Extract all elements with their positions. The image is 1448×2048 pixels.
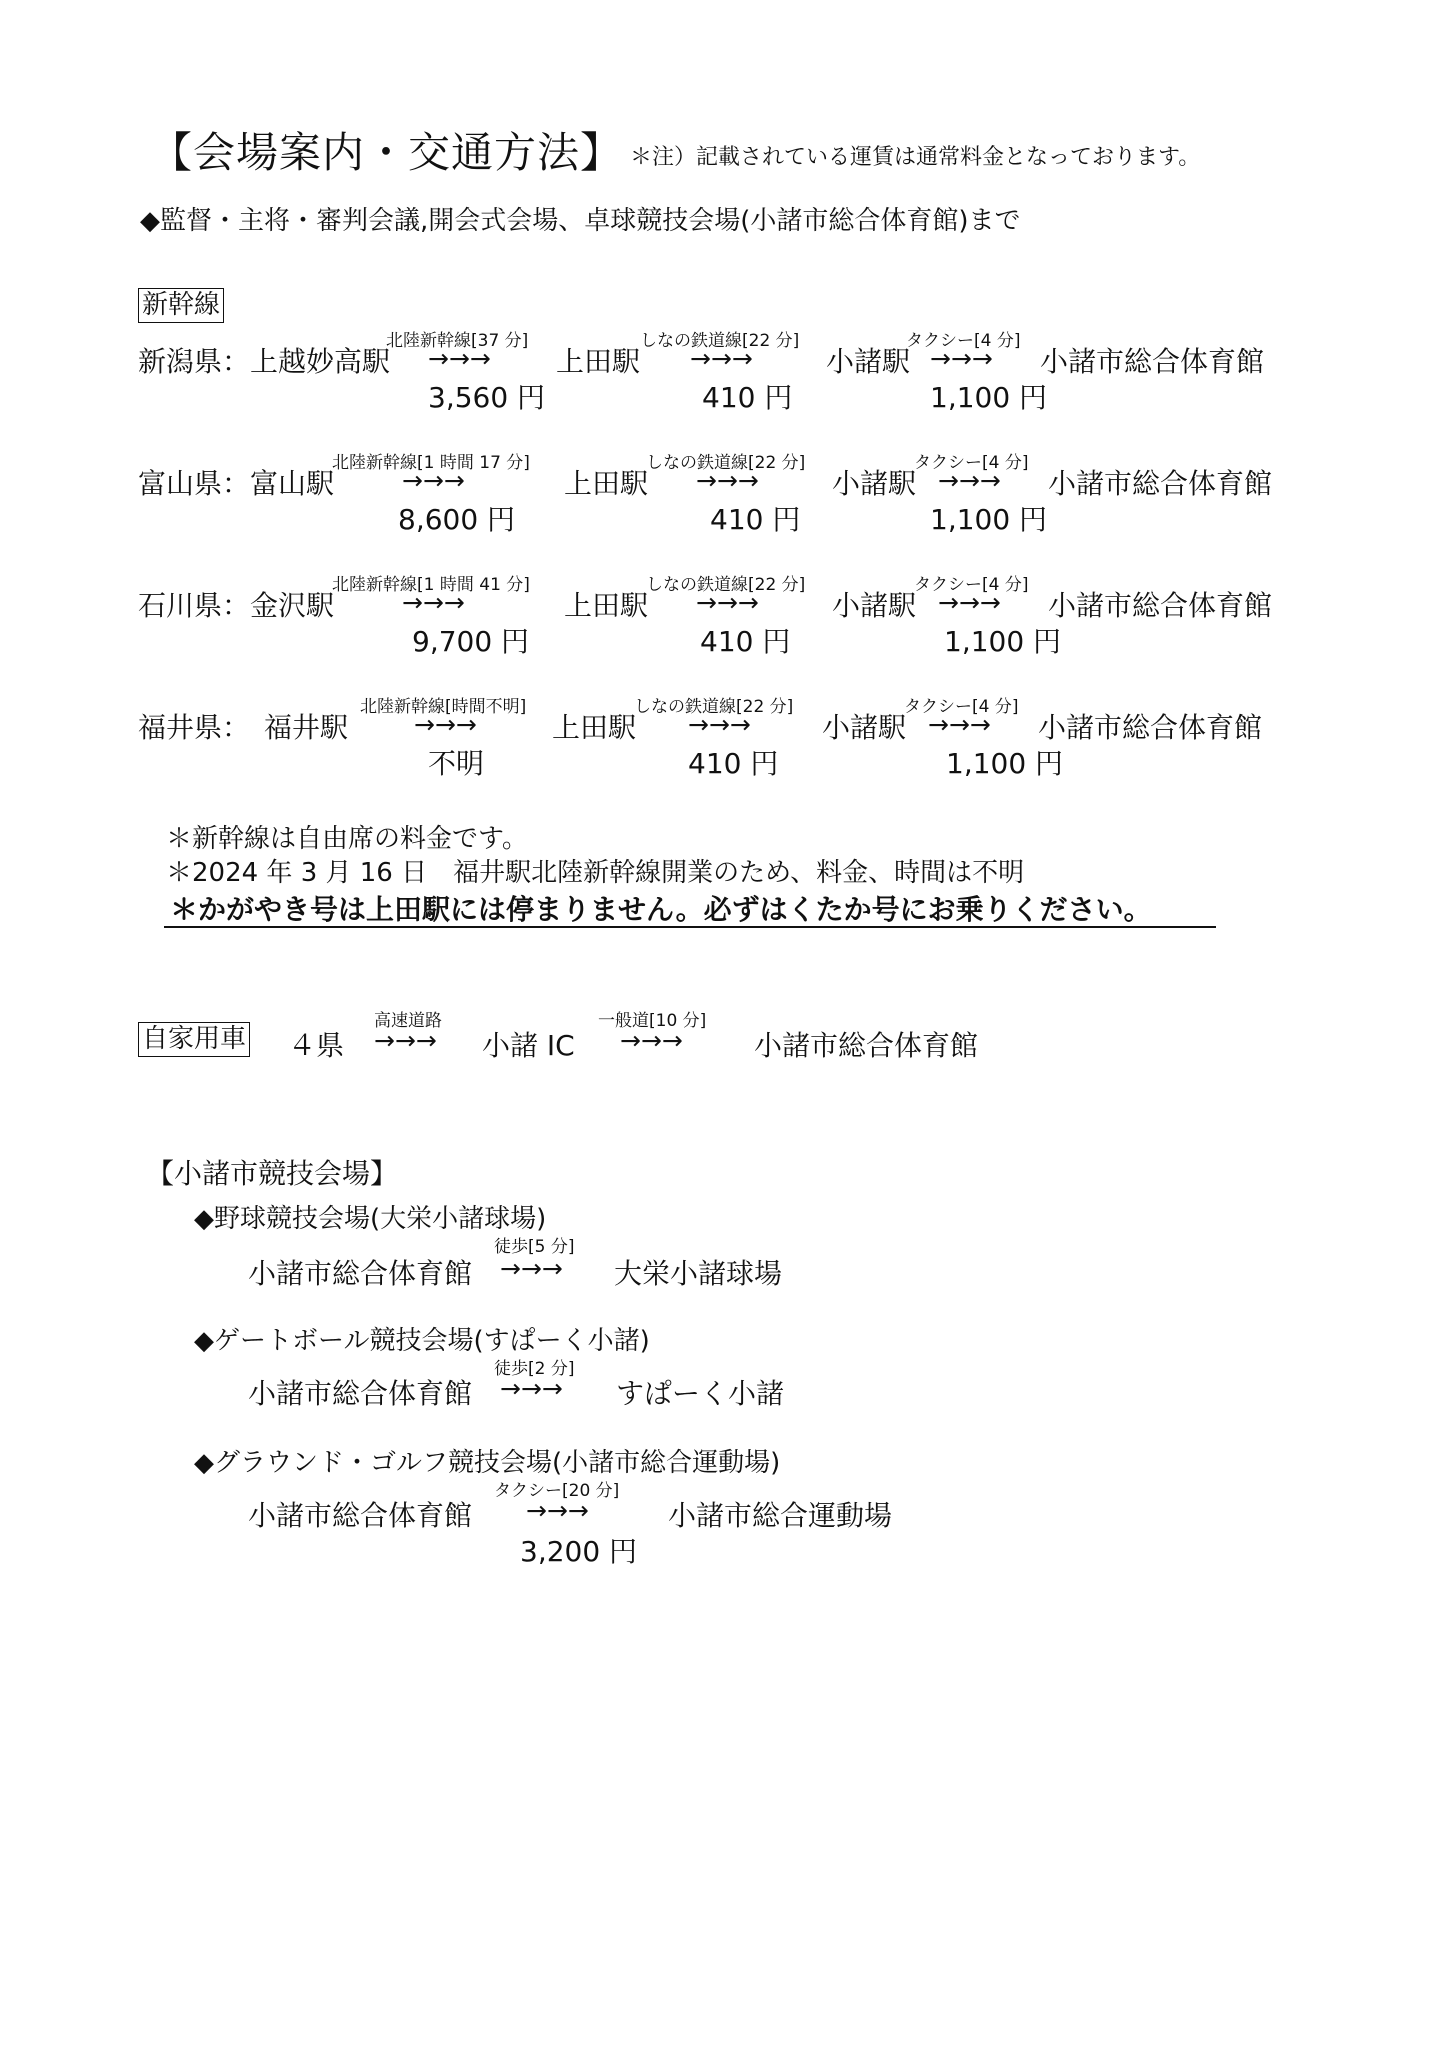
leg2-line: しなの鉄道線[22 分] [634,697,794,717]
note-jiyuseki: ＊新幹線は自由席の料金です。 [166,824,528,854]
leg3-fare: 1,100 円 [944,625,1062,658]
route-stop1: 上田駅 [564,467,649,500]
route-origin: 新潟県：上越妙高駅 [138,345,391,378]
leg1-line: 北陸新幹線[1 時間 41 分] [332,575,530,595]
leg1-arrow: →→→ [402,588,465,617]
leg2-arrow: →→→ [696,588,759,617]
leg1-arrow: →→→ [428,344,491,373]
route-stop2: 小諸駅 [826,345,911,378]
leg2-fare: 410 円 [702,381,793,414]
warning-underline [164,926,1216,928]
venue-title: ◆野球競技会場(大栄小諸球場) [194,1204,547,1234]
leg3-line: タクシー[4 分] [914,575,1029,595]
route-origin: 福井県： 福井駅 [138,711,349,744]
leg1-line: 北陸新幹線[1 時間 17 分] [332,453,530,473]
car-leg2: 一般道[10 分] [598,1011,707,1031]
venue-title: ◆ゲートボール競技会場(すぱーく小諸) [194,1326,650,1356]
route-destination: 小諸市総合体育館 [1040,345,1265,378]
car-leg1-arrow: →→→ [374,1026,437,1055]
leg2-fare: 410 円 [710,503,801,536]
route-origin: 石川県：金沢駅 [138,589,335,622]
leg3-arrow: →→→ [928,710,991,739]
route-stop2: 小諸駅 [832,589,917,622]
leg2-arrow: →→→ [688,710,751,739]
leg3-fare: 1,100 円 [930,381,1048,414]
leg3-arrow: →→→ [938,466,1001,495]
leg2-line: しなの鉄道線[22 分] [640,331,800,351]
route-destination: 小諸市総合体育館 [1048,467,1273,500]
route-stop1: 上田駅 [564,589,649,622]
car-label: 自家用車 [138,1022,250,1057]
venue-from: 小諸市総合体育館 [248,1499,473,1532]
leg1-line: 北陸新幹線[37 分] [386,331,529,351]
car-leg1: 高速道路 [374,1011,442,1031]
leg1-line: 北陸新幹線[時間不明] [360,697,527,717]
venue-mode: タクシー[20 分] [494,1481,620,1501]
car-leg2-arrow: →→→ [620,1026,683,1055]
route-stop2: 小諸駅 [822,711,907,744]
venue-fare: 3,200 円 [520,1535,638,1568]
venue-arrow: →→→ [500,1374,563,1403]
leg1-arrow: →→→ [402,466,465,495]
leg1-fare: 3,560 円 [428,381,546,414]
leg3-arrow: →→→ [930,344,993,373]
route-stop2: 小諸駅 [832,467,917,500]
car-origin: ４県 [288,1029,345,1062]
leg2-line: しなの鉄道線[22 分] [646,453,806,473]
car-destination: 小諸市総合体育館 [754,1029,979,1062]
venue-from: 小諸市総合体育館 [248,1257,473,1290]
leg2-arrow: →→→ [690,344,753,373]
leg2-fare: 410 円 [688,747,779,780]
leg1-fare: 9,700 円 [412,625,530,658]
route-stop1: 上田駅 [552,711,637,744]
leg1-fare: 8,600 円 [398,503,516,536]
leg1-fare: 不明 [428,747,485,780]
car-stop: 小諸 IC [482,1029,575,1062]
leg3-line: タクシー[4 分] [904,697,1019,717]
leg3-arrow: →→→ [938,588,1001,617]
venue-to: すぱーく小諸 [616,1377,785,1410]
fare-note: ＊注）記載されている運賃は通常料金となっております。 [630,145,1201,170]
venue-to: 大栄小諸球場 [614,1257,783,1290]
komoro-heading: 【小諸市競技会場】 [146,1157,399,1190]
section-heading-main-venue: ◆監督・主将・審判会議,開会式会場、卓球競技会場(小諸市総合体育館)まで [140,206,1021,236]
leg3-line: タクシー[4 分] [914,453,1029,473]
venue-arrow: →→→ [526,1496,589,1525]
leg3-fare: 1,100 円 [930,503,1048,536]
page-title: 【会場案内・交通方法】 [150,128,624,177]
leg2-arrow: →→→ [696,466,759,495]
venue-mode: 徒歩[2 分] [494,1359,575,1379]
leg3-fare: 1,100 円 [946,747,1064,780]
venue-to: 小諸市総合運動場 [668,1499,893,1532]
venue-title: ◆グラウンド・ゴルフ競技会場(小諸市総合運動場) [194,1448,781,1478]
warning-kagayaki: ＊かがやき号は上田駅には停まりません。必ずはくたか号にお乗りください。 [170,893,1152,926]
route-stop1: 上田駅 [556,345,641,378]
leg2-line: しなの鉄道線[22 分] [646,575,806,595]
venue-mode: 徒歩[5 分] [494,1237,575,1257]
note-fukui-opening: ＊2024 年 3 月 16 日 福井駅北陸新幹線開業のため、料金、時間は不明 [166,858,1025,888]
leg1-arrow: →→→ [414,710,477,739]
venue-from: 小諸市総合体育館 [248,1377,473,1410]
route-destination: 小諸市総合体育館 [1048,589,1273,622]
shinkansen-label: 新幹線 [138,288,224,323]
route-destination: 小諸市総合体育館 [1038,711,1263,744]
venue-arrow: →→→ [500,1254,563,1283]
route-origin: 富山県：富山駅 [138,467,335,500]
leg3-line: タクシー[4 分] [906,331,1021,351]
leg2-fare: 410 円 [700,625,791,658]
